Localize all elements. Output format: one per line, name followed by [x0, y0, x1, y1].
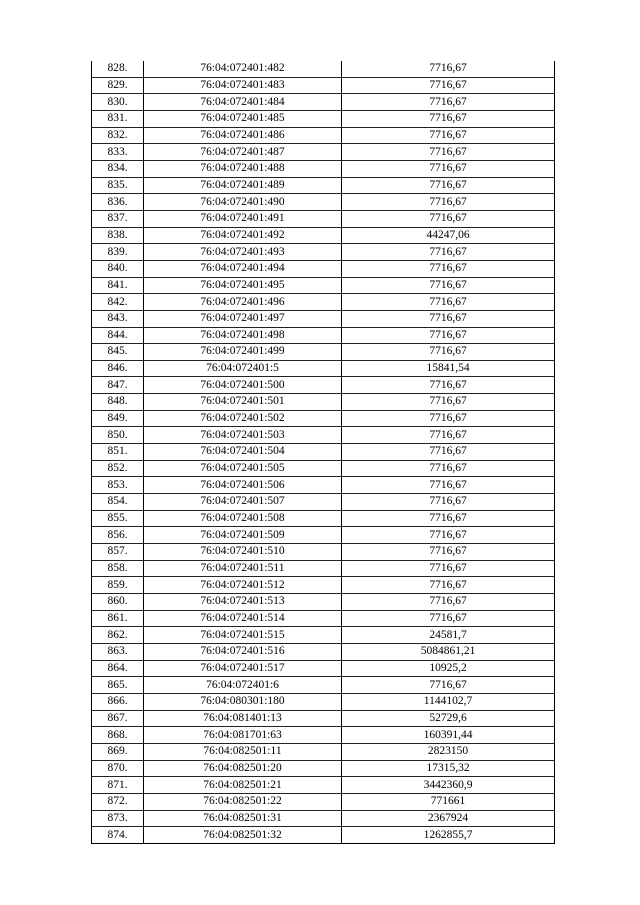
cadastral-number-cell: 76:04:072401:511	[144, 560, 342, 577]
cadastral-number-cell: 76:04:072401:517	[144, 660, 342, 677]
table-row	[92, 577, 555, 594]
value-cell: 771661	[342, 793, 555, 810]
cadastral-number-cell: 76:04:072401:513	[144, 594, 342, 611]
cadastral-number-cell: 76:04:072401:491	[144, 210, 342, 227]
row-number-cell: 872.	[92, 793, 144, 810]
value-cell: 7716,67	[342, 144, 555, 161]
cadastral-number-cell: 76:04:072401:500	[144, 377, 342, 394]
table-row	[92, 594, 555, 611]
row-number-cell: 873.	[92, 810, 144, 827]
value-cell: 15841,54	[342, 360, 555, 377]
cadastral-number-cell: 76:04:072401:501	[144, 394, 342, 411]
cadastral-number-cell: 76:04:072401:497	[144, 310, 342, 327]
row-number-cell: 856.	[92, 527, 144, 544]
value-cell: 7716,67	[342, 510, 555, 527]
value-cell: 7716,67	[342, 61, 555, 77]
cadastral-number-cell: 76:04:072401:489	[144, 177, 342, 194]
cadastral-number-cell: 76:04:082501:11	[144, 743, 342, 760]
table-row	[92, 827, 555, 844]
row-number-cell: 862.	[92, 627, 144, 644]
row-number-cell: 842.	[92, 294, 144, 311]
cadastral-number-cell: 76:04:072401:496	[144, 294, 342, 311]
row-number-cell: 846.	[92, 360, 144, 377]
table-row	[92, 660, 555, 677]
row-number-cell: 848.	[92, 394, 144, 411]
value-cell: 17315,32	[342, 760, 555, 777]
row-number-cell: 840.	[92, 260, 144, 277]
value-cell: 7716,67	[342, 277, 555, 294]
value-cell: 7716,67	[342, 344, 555, 361]
value-cell: 52729,6	[342, 710, 555, 727]
value-cell: 7716,67	[342, 77, 555, 94]
table-row	[92, 160, 555, 177]
table-row	[92, 260, 555, 277]
value-cell: 7716,67	[342, 460, 555, 477]
cadastral-number-cell: 76:04:072401:509	[144, 527, 342, 544]
table-row	[92, 277, 555, 294]
value-cell: 7716,67	[342, 427, 555, 444]
table-row	[92, 61, 555, 77]
value-cell: 7716,67	[342, 177, 555, 194]
value-cell: 7716,67	[342, 544, 555, 561]
table-row	[92, 777, 555, 794]
value-cell: 10925,2	[342, 660, 555, 677]
table-row	[92, 344, 555, 361]
row-number-cell: 851.	[92, 444, 144, 461]
row-number-cell: 867.	[92, 710, 144, 727]
value-cell: 1262855,7	[342, 827, 555, 844]
cadastral-number-cell: 76:04:072401:515	[144, 627, 342, 644]
table-row	[92, 560, 555, 577]
value-cell: 7716,67	[342, 394, 555, 411]
row-number-cell: 836.	[92, 194, 144, 211]
table-row	[92, 494, 555, 511]
cadastral-number-cell: 76:04:072401:499	[144, 344, 342, 361]
row-number-cell: 834.	[92, 160, 144, 177]
row-number-cell: 829.	[92, 77, 144, 94]
value-cell: 5084861,21	[342, 643, 555, 660]
row-number-cell: 860.	[92, 594, 144, 611]
value-cell: 7716,67	[342, 294, 555, 311]
cadastral-number-cell: 76:04:072401:485	[144, 110, 342, 127]
table-row	[92, 427, 555, 444]
table-row	[92, 144, 555, 161]
cadastral-number-cell: 76:04:072401:487	[144, 144, 342, 161]
table-row	[92, 94, 555, 111]
cadastral-number-cell: 76:04:072401:506	[144, 477, 342, 494]
value-cell: 7716,67	[342, 260, 555, 277]
value-cell: 7716,67	[342, 577, 555, 594]
table-row	[92, 793, 555, 810]
row-number-cell: 853.	[92, 477, 144, 494]
table-row	[92, 510, 555, 527]
value-cell: 24581,7	[342, 627, 555, 644]
cadastral-number-cell: 76:04:072401:484	[144, 94, 342, 111]
table-row	[92, 444, 555, 461]
cadastral-number-cell: 76:04:082501:22	[144, 793, 342, 810]
value-cell: 160391,44	[342, 727, 555, 744]
table-row	[92, 544, 555, 561]
value-cell: 3442360,9	[342, 777, 555, 794]
row-number-cell: 838.	[92, 227, 144, 244]
table-row	[92, 244, 555, 261]
row-number-cell: 863.	[92, 643, 144, 660]
cadastral-number-cell: 76:04:081401:13	[144, 710, 342, 727]
value-cell: 7716,67	[342, 677, 555, 694]
cadastral-number-cell: 76:04:072401:493	[144, 244, 342, 261]
cadastral-number-cell: 76:04:072401:483	[144, 77, 342, 94]
table-row	[92, 610, 555, 627]
row-number-cell: 858.	[92, 560, 144, 577]
value-cell: 7716,67	[342, 377, 555, 394]
cadastral-number-cell: 76:04:080301:180	[144, 693, 342, 710]
value-cell: 7716,67	[342, 527, 555, 544]
cadastral-number-cell: 76:04:082501:21	[144, 777, 342, 794]
row-number-cell: 845.	[92, 344, 144, 361]
table-row	[92, 710, 555, 727]
row-number-cell: 831.	[92, 110, 144, 127]
table-row	[92, 460, 555, 477]
row-number-cell: 839.	[92, 244, 144, 261]
value-cell: 7716,67	[342, 94, 555, 111]
cadastral-number-cell: 76:04:082501:31	[144, 810, 342, 827]
table-row	[92, 227, 555, 244]
cadastral-value-table	[91, 61, 555, 844]
row-number-cell: 869.	[92, 743, 144, 760]
table-row	[92, 760, 555, 777]
row-number-cell: 847.	[92, 377, 144, 394]
cadastral-number-cell: 76:04:081701:63	[144, 727, 342, 744]
row-number-cell: 859.	[92, 577, 144, 594]
table-row	[92, 327, 555, 344]
cadastral-number-cell: 76:04:072401:504	[144, 444, 342, 461]
table-row	[92, 743, 555, 760]
value-cell: 7716,67	[342, 127, 555, 144]
cadastral-number-cell: 76:04:072401:508	[144, 510, 342, 527]
row-number-cell: 866.	[92, 693, 144, 710]
row-number-cell: 857.	[92, 544, 144, 561]
value-cell: 7716,67	[342, 110, 555, 127]
row-number-cell: 833.	[92, 144, 144, 161]
cadastral-number-cell: 76:04:072401:502	[144, 410, 342, 427]
table-row	[92, 677, 555, 694]
row-number-cell: 855.	[92, 510, 144, 527]
cadastral-number-cell: 76:04:072401:482	[144, 61, 342, 77]
table-row	[92, 727, 555, 744]
row-number-cell: 870.	[92, 760, 144, 777]
cadastral-number-cell: 76:04:072401:510	[144, 544, 342, 561]
cadastral-number-cell: 76:04:072401:503	[144, 427, 342, 444]
value-cell: 7716,67	[342, 477, 555, 494]
row-number-cell: 830.	[92, 94, 144, 111]
cadastral-number-cell: 76:04:072401:507	[144, 494, 342, 511]
value-cell: 7716,67	[342, 210, 555, 227]
table-row	[92, 477, 555, 494]
value-cell: 44247,06	[342, 227, 555, 244]
row-number-cell: 832.	[92, 127, 144, 144]
value-cell: 7716,67	[342, 494, 555, 511]
table-row	[92, 360, 555, 377]
cadastral-number-cell: 76:04:072401:494	[144, 260, 342, 277]
table-row	[92, 210, 555, 227]
row-number-cell: 871.	[92, 777, 144, 794]
cadastral-number-cell: 76:04:072401:490	[144, 194, 342, 211]
value-cell: 7716,67	[342, 594, 555, 611]
row-number-cell: 843.	[92, 310, 144, 327]
row-number-cell: 844.	[92, 327, 144, 344]
value-cell: 7716,67	[342, 444, 555, 461]
table-row	[92, 377, 555, 394]
table-row	[92, 110, 555, 127]
cadastral-number-cell: 76:04:072401:6	[144, 677, 342, 694]
cadastral-number-cell: 76:04:072401:5	[144, 360, 342, 377]
table-row	[92, 310, 555, 327]
cadastral-number-cell: 76:04:072401:516	[144, 643, 342, 660]
row-number-cell: 865.	[92, 677, 144, 694]
row-number-cell: 835.	[92, 177, 144, 194]
table-body	[92, 61, 555, 843]
cadastral-number-cell: 76:04:072401:488	[144, 160, 342, 177]
cadastral-number-cell: 76:04:072401:498	[144, 327, 342, 344]
value-cell: 7716,67	[342, 310, 555, 327]
table-row	[92, 627, 555, 644]
value-cell: 7716,67	[342, 560, 555, 577]
cadastral-number-cell: 76:04:072401:514	[144, 610, 342, 627]
row-number-cell: 841.	[92, 277, 144, 294]
table-row	[92, 410, 555, 427]
table-row	[92, 194, 555, 211]
table-row	[92, 693, 555, 710]
cadastral-number-cell: 76:04:072401:505	[144, 460, 342, 477]
value-cell: 7716,67	[342, 160, 555, 177]
cadastral-number-cell: 76:04:072401:486	[144, 127, 342, 144]
table-row	[92, 77, 555, 94]
value-cell: 2823150	[342, 743, 555, 760]
row-number-cell: 837.	[92, 210, 144, 227]
row-number-cell: 850.	[92, 427, 144, 444]
value-cell: 7716,67	[342, 244, 555, 261]
row-number-cell: 849.	[92, 410, 144, 427]
value-cell: 7716,67	[342, 410, 555, 427]
row-number-cell: 861.	[92, 610, 144, 627]
value-cell: 7716,67	[342, 194, 555, 211]
value-cell: 7716,67	[342, 610, 555, 627]
row-number-cell: 868.	[92, 727, 144, 744]
cadastral-number-cell: 76:04:082501:32	[144, 827, 342, 844]
table-row	[92, 177, 555, 194]
table-row	[92, 527, 555, 544]
table-row	[92, 394, 555, 411]
row-number-cell: 852.	[92, 460, 144, 477]
value-cell: 1144102,7	[342, 693, 555, 710]
cadastral-number-cell: 76:04:072401:512	[144, 577, 342, 594]
cadastral-number-cell: 76:04:082501:20	[144, 760, 342, 777]
table-row	[92, 643, 555, 660]
value-cell: 7716,67	[342, 327, 555, 344]
row-number-cell: 854.	[92, 494, 144, 511]
row-number-cell: 828.	[92, 61, 144, 77]
value-cell: 2367924	[342, 810, 555, 827]
cadastral-number-cell: 76:04:072401:492	[144, 227, 342, 244]
row-number-cell: 864.	[92, 660, 144, 677]
table-row	[92, 810, 555, 827]
row-number-cell: 874.	[92, 827, 144, 844]
table-row	[92, 127, 555, 144]
cadastral-number-cell: 76:04:072401:495	[144, 277, 342, 294]
table-row	[92, 294, 555, 311]
